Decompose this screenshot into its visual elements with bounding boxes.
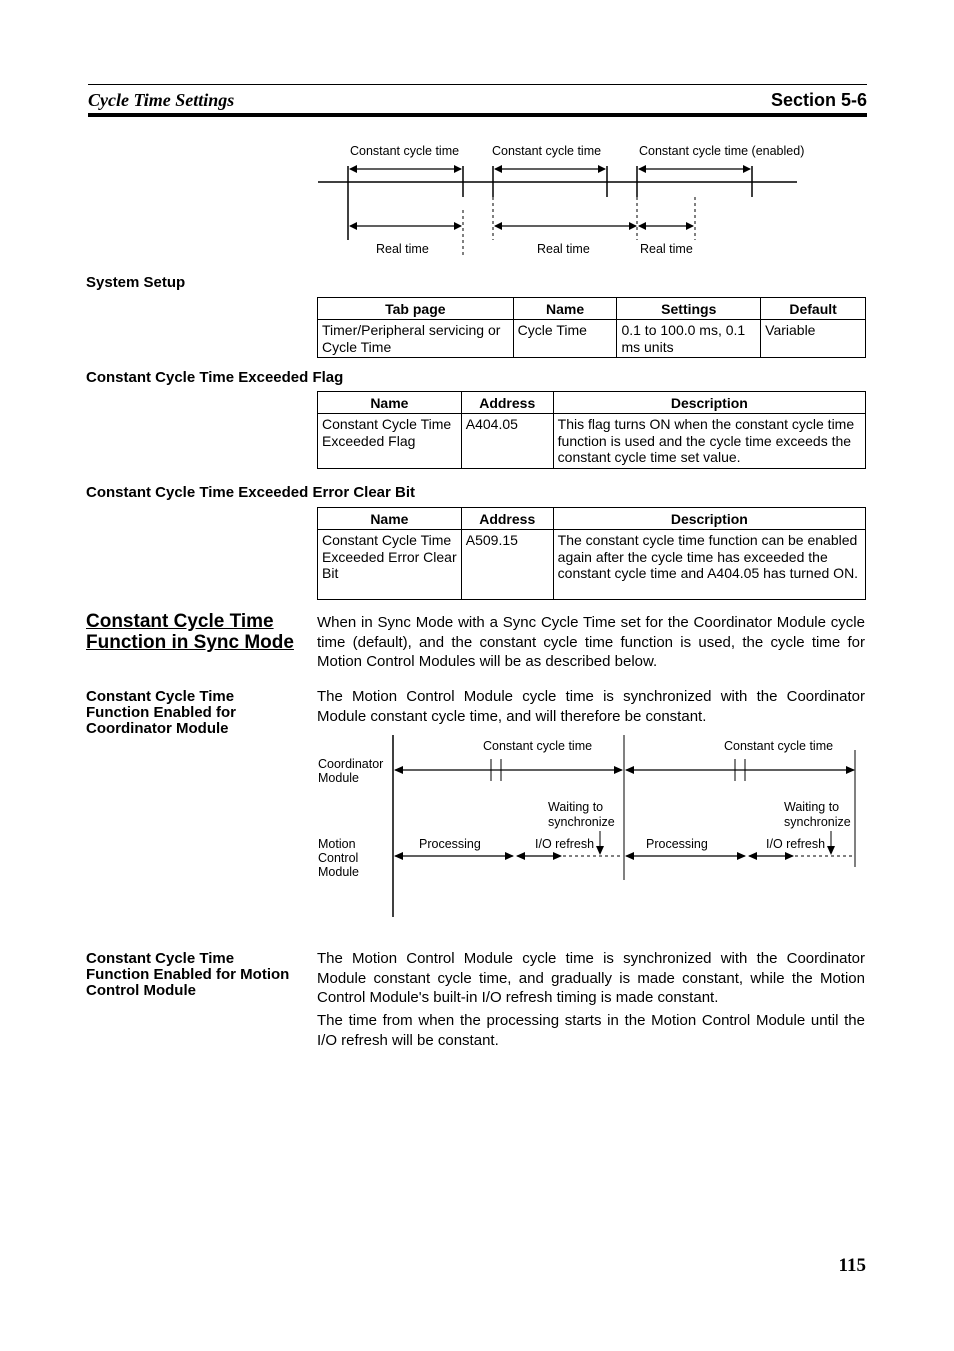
table-header: Tab page (318, 298, 514, 320)
header-rule-top (88, 84, 867, 85)
d1-top-label: Constant cycle time (enabled) (639, 144, 805, 158)
d2-io-label: I/O refresh (535, 837, 595, 851)
table-cell: This flag turns ON when the constant cycle time function is used and the cycle time exceeds the constant cycle time set value. (553, 414, 865, 469)
sync-timing-diagram (315, 730, 865, 922)
d1-bottom-label: Real time (537, 242, 590, 256)
d1-bottom-label: Real time (376, 242, 429, 256)
system-setup-heading: System Setup (86, 274, 186, 291)
cycle-time-diagram (300, 135, 830, 265)
table-cell: 0.1 to 100.0 ms, 0.1 ms units (617, 320, 761, 358)
page-number: 115 (838, 1255, 866, 1276)
exceeded-flag-heading: Constant Cycle Time Exceeded Flag (86, 369, 344, 386)
table-header: Name (318, 392, 462, 414)
table-header: Description (553, 508, 865, 530)
d2-waiting-line1: Waiting to (784, 800, 840, 814)
d2-io-label: I/O refresh (766, 837, 826, 851)
table-cell: Variable (761, 320, 866, 358)
d2-processing-label: Processing (419, 837, 481, 851)
motion-text-1: The Motion Control Module cycle time is synchronized with the Coordinator Module constant cycle time, and gradually is made constant, while the Motion Control Module's built-in I/O refresh timing is made constant. (317, 950, 865, 1006)
table-header: Settings (617, 298, 761, 320)
d2-cycle-label: Constant cycle time (483, 739, 593, 753)
section-label: Section 5-6 (770, 90, 867, 110)
motion-heading: Constant Cycle Time Function Enabled for Motion Control Module (86, 950, 290, 999)
table-cell: The constant cycle time function can be enabled again after the cycle time has exceeded the constant cycle time and A404.05 has turned ON. (553, 530, 865, 600)
clear-bit-heading: Constant Cycle Time Exceeded Error Clear Bit (86, 484, 416, 501)
d2-waiting-line1: Waiting to (548, 800, 604, 814)
system-setup-table (317, 297, 866, 358)
header-rule-bottom (88, 113, 867, 117)
table-cell: A509.15 (461, 530, 553, 600)
table-header: Name (513, 298, 617, 320)
table-cell: Cycle Time (513, 320, 617, 358)
d2-waiting-line2: synchronize (548, 815, 615, 829)
table-header: Address (461, 508, 553, 530)
clear-bit-table (317, 507, 866, 600)
d1-bottom-label: Real time (640, 242, 693, 256)
coordinator-heading: Constant Cycle Time Function Enabled for Coordinator Module (86, 688, 236, 737)
table-row (318, 530, 866, 600)
d1-top-label: Constant cycle time (492, 144, 602, 158)
d2-waiting-line2: synchronize (784, 815, 851, 829)
table-cell: Constant Cycle Time Exceeded Error Clear Bit (318, 530, 462, 600)
table-row (318, 414, 866, 469)
table-header: Address (461, 392, 553, 414)
sync-mode-text: When in Sync Mode with a Sync Cycle Time set for the Coordinator Module cycle time (default), and the constant cycle time function is used, the cycle time for Motion Control Modules will be as described below. (317, 614, 865, 670)
coordinator-label-line: Coordinator Module (318, 757, 384, 785)
coordinator-text: The Motion Control Module cycle time is synchronized with the Coordinator Module constant cycle time, and will therefore be constant. (317, 688, 865, 725)
motion-text-2: The time from when the processing starts in the Motion Control Module until the I/O refresh will be constant. (317, 1012, 865, 1049)
d2-cycle-label: Constant cycle time (724, 739, 834, 753)
motion-label-line: Motion Control Module (318, 837, 359, 879)
table-cell: Constant Cycle Time Exceeded Flag (318, 414, 462, 469)
d1-top-label: Constant cycle time (350, 144, 460, 158)
table-row (318, 320, 866, 358)
table-cell: Timer/Peripheral servicing or Cycle Time (318, 320, 514, 358)
sync-mode-heading: Constant Cycle Time Function in Sync Mode (86, 611, 294, 653)
chapter-title: Cycle Time Settings (88, 90, 235, 110)
table-header: Name (318, 508, 462, 530)
d2-processing-label: Processing (646, 837, 708, 851)
table-cell: A404.05 (461, 414, 553, 469)
table-header: Default (761, 298, 866, 320)
exceeded-flag-table (317, 391, 866, 469)
table-header: Description (553, 392, 865, 414)
